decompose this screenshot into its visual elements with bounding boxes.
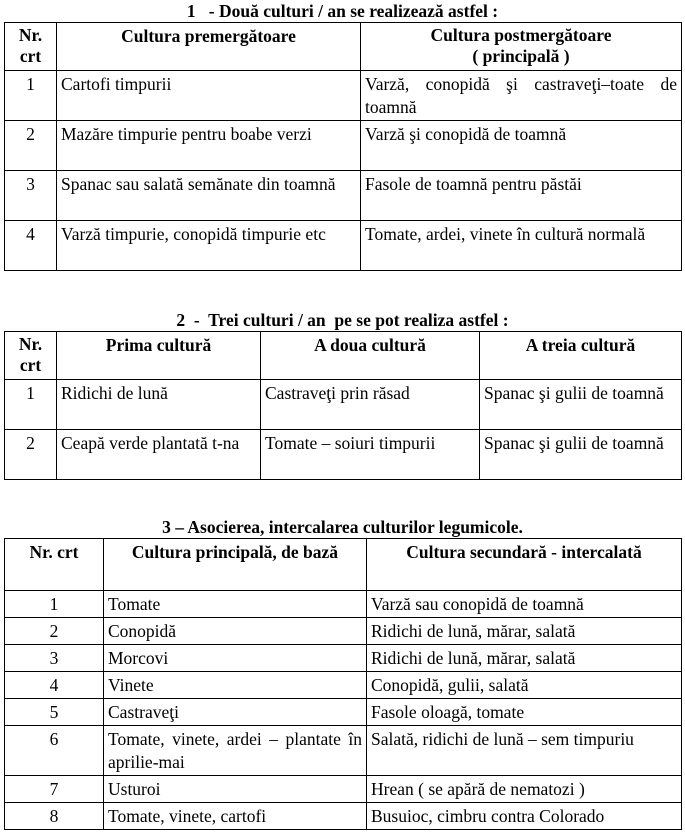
secondary-crop-cell: Varză sau conopidă de toamnă (367, 591, 682, 618)
table-row (5, 803, 682, 830)
table-row (5, 430, 682, 480)
header-secondary-crop: Cultura secundară - intercalată (367, 539, 682, 591)
third-crop-cell: Spanac şi gulii de toamnă (480, 430, 682, 480)
row-number: 8 (5, 803, 104, 830)
table-header-row (5, 23, 682, 71)
table-row (5, 380, 682, 430)
table-row (5, 618, 682, 645)
table-row (5, 776, 682, 803)
header-nr (5, 23, 57, 71)
previous-crop-cell: Spanac sau salată semănate din toamnă (57, 171, 361, 221)
section-two-crops (4, 0, 681, 271)
row-number: 2 (5, 430, 57, 480)
table-header-row (5, 539, 682, 591)
table-three-crops (4, 331, 682, 480)
row-number: 4 (5, 221, 57, 271)
header-nr-line1: Nr. (18, 334, 43, 354)
section-intercropping (4, 516, 681, 830)
header-nr: Nr. crt (5, 539, 104, 591)
principal-crop-cell: Morcovi (104, 645, 367, 672)
main-crop-cell: Tomate, ardei, vinete în cultură normală (361, 221, 682, 271)
secondary-crop-cell: Ridichi de lună, mărar, salată (367, 645, 682, 672)
row-number: 4 (5, 672, 104, 699)
row-number: 6 (5, 726, 104, 776)
row-number: 5 (5, 699, 104, 726)
header-main-crop-line2: ( principală ) (472, 46, 570, 66)
header-nr-line2: crt (19, 355, 42, 375)
secondary-crop-cell: Conopidă, gulii, salată (367, 672, 682, 699)
principal-crop-cell: Conopidă (104, 618, 367, 645)
main-crop-cell: Varză şi conopidă de toamnă (361, 121, 682, 171)
header-first-crop: Prima cultură (57, 332, 261, 380)
row-number: 3 (5, 645, 104, 672)
table-row (5, 221, 682, 271)
row-number: 1 (5, 71, 57, 121)
section-three-crops (4, 309, 681, 480)
table-row (5, 591, 682, 618)
secondary-crop-cell: Ridichi de lună, mărar, salată (367, 618, 682, 645)
table-row (5, 121, 682, 171)
main-crop-cell: Fasole de toamnă pentru păstăi (361, 171, 682, 221)
table-intercropping (4, 538, 682, 830)
second-crop-cell: Tomate – soiuri timpurii (261, 430, 480, 480)
previous-crop-cell: Mazăre timpurie pentru boabe verzi (57, 121, 361, 171)
header-principal-crop: Cultura principală, de bază (104, 539, 367, 591)
table-header-row (5, 332, 682, 380)
row-number: 2 (5, 618, 104, 645)
header-nr-line2: crt (19, 46, 42, 66)
table-two-crops (4, 22, 682, 271)
header-main-crop (361, 23, 682, 71)
table-row (5, 672, 682, 699)
header-nr-line1: Nr. (18, 25, 43, 45)
secondary-crop-cell: Fasole oloagă, tomate (367, 699, 682, 726)
header-main-crop-line1: Cultura postmergătoare (430, 25, 612, 45)
header-previous-crop: Cultura premergătoare (57, 23, 361, 71)
table-row (5, 645, 682, 672)
principal-crop-cell: Castraveţi (104, 699, 367, 726)
secondary-crop-cell: Hrean ( se apără de nematozi ) (367, 776, 682, 803)
row-number: 1 (5, 591, 104, 618)
secondary-crop-cell: Busuioc, cimbru contra Colorado (367, 803, 682, 830)
third-crop-cell: Spanac şi gulii de toamnă (480, 380, 682, 430)
principal-crop-cell: Tomate (104, 591, 367, 618)
secondary-crop-cell: Salată, ridichi de lună – sem timpuriu (367, 726, 682, 776)
row-number: 3 (5, 171, 57, 221)
section1-title: 1 - Două culturi / an se realizează astfel : (186, 1, 499, 21)
row-number: 2 (5, 121, 57, 171)
section2-title: 2 - Trei culturi / an pe se pot realiza astfel : (176, 310, 509, 330)
principal-crop-cell: Tomate, vinete, cartofi (104, 803, 367, 830)
main-crop-cell: Varză, conopidă şi castraveţi–toate de toamnă (361, 71, 682, 121)
header-third-crop: A treia cultură (480, 332, 682, 380)
principal-crop-cell: Vinete (104, 672, 367, 699)
second-crop-cell: Castraveţi prin răsad (261, 380, 480, 430)
row-number: 1 (5, 380, 57, 430)
table-row (5, 171, 682, 221)
section3-title: 3 – Asocierea, intercalarea culturilor legumicole. (162, 517, 523, 537)
previous-crop-cell: Varză timpurie, conopidă timpurie etc (57, 221, 361, 271)
row-number: 7 (5, 776, 104, 803)
principal-crop-cell: Usturoi (104, 776, 367, 803)
table-row (5, 726, 682, 776)
principal-crop-cell: Tomate, vinete, ardei – plantate în aprilie-mai (104, 726, 367, 776)
first-crop-cell: Ridichi de lună (57, 380, 261, 430)
table-row (5, 71, 682, 121)
table-row (5, 699, 682, 726)
header-nr (5, 332, 57, 380)
previous-crop-cell: Cartofi timpurii (57, 71, 361, 121)
first-crop-cell: Ceapă verde plantată t-na (57, 430, 261, 480)
header-second-crop: A doua cultură (261, 332, 480, 380)
